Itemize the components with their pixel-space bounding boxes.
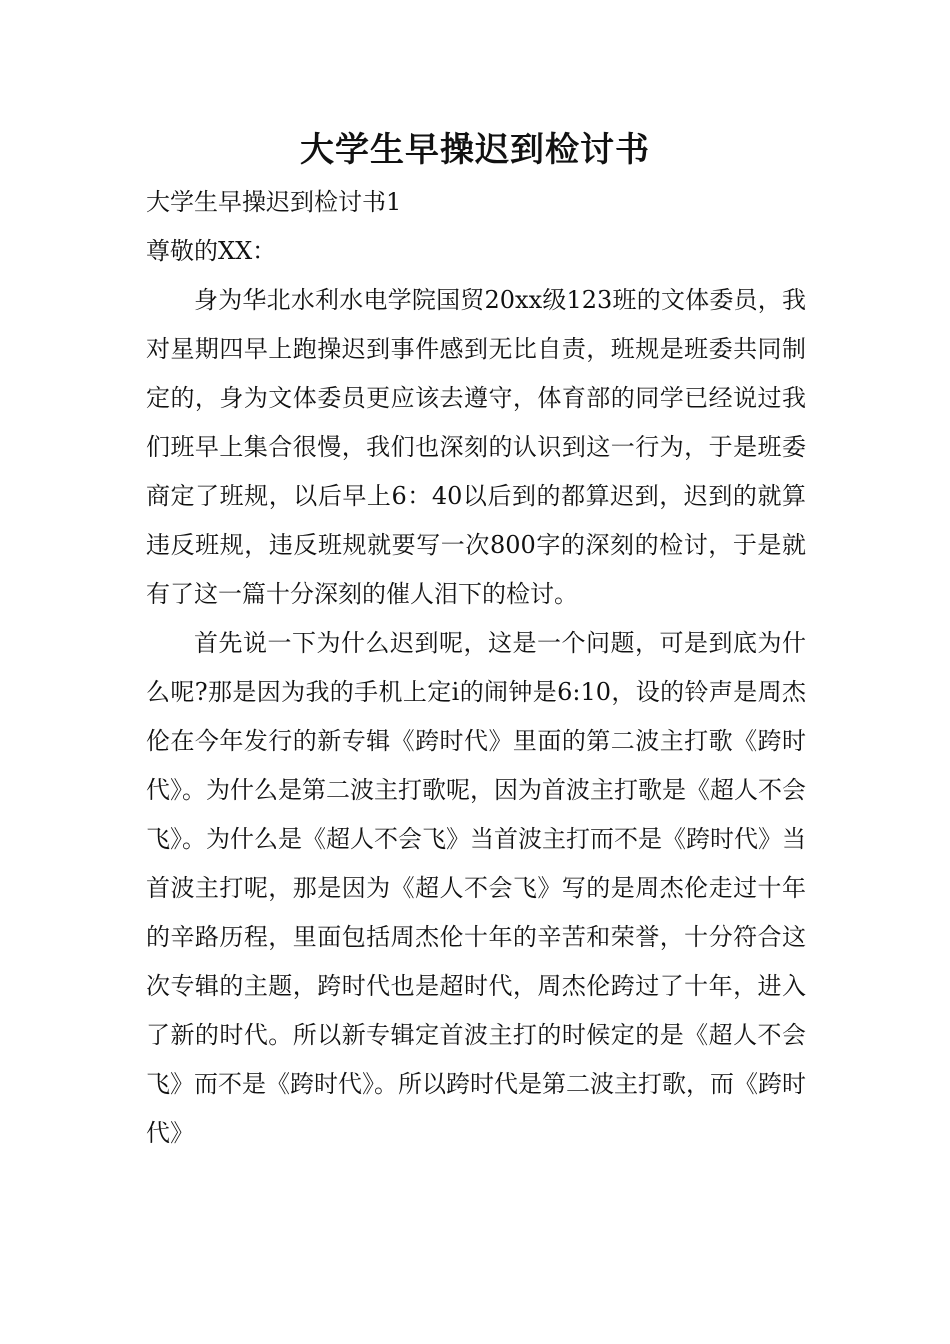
document-subtitle: 大学生早操迟到检讨书1: [146, 188, 402, 216]
paragraph-1: 身为华北水利水电学院国贸20xx级123班的文体委员，我对星期四早上跑操迟到事件感到无比自责，班规是班委共同制定的，身为文体委员更应该去遵守，体育部的同学已经说过我们班早上集合很慢，我们也深刻的认识到这一行为，于是班委商定了班规，以后早上6：40以后到的都算迟到，迟到的就算违反班规，违反班规就要写一次800字的深刻的检讨，于是就有了这一篇十分深刻的催人泪下的检讨。: [146, 286, 806, 608]
document-body: [146, 178, 806, 1158]
document-title: 大学生早操迟到检讨书: [300, 130, 650, 170]
salutation: 尊敬的XX：: [146, 237, 277, 265]
paragraph-2: 首先说一下为什么迟到呢，这是一个问题，可是到底为什么呢?那是因为我的手机上定i的闹钟是6:10，设的铃声是周杰伦在今年发行的新专辑《跨时代》里面的第二波主打歌《跨时代》。为什么是第二波主打歌呢，因为首波主打歌是《超人不会飞》。为什么是《超人不会飞》当首波主打而不是《跨时代》当首波主打呢，那是因为《超人不会飞》写的是周杰伦走过十年的辛路历程，里面包括周杰伦十年的辛苦和荣誉，十分符合这次专辑的主题，跨时代也是超时代，周杰伦跨过了十年，进入了新的时代。所以新专辑定首波主打的时候定的是《超人不会飞》而不是《跨时代》。所以跨时代是第二波主打歌，而《跨时代》: [146, 629, 806, 1147]
